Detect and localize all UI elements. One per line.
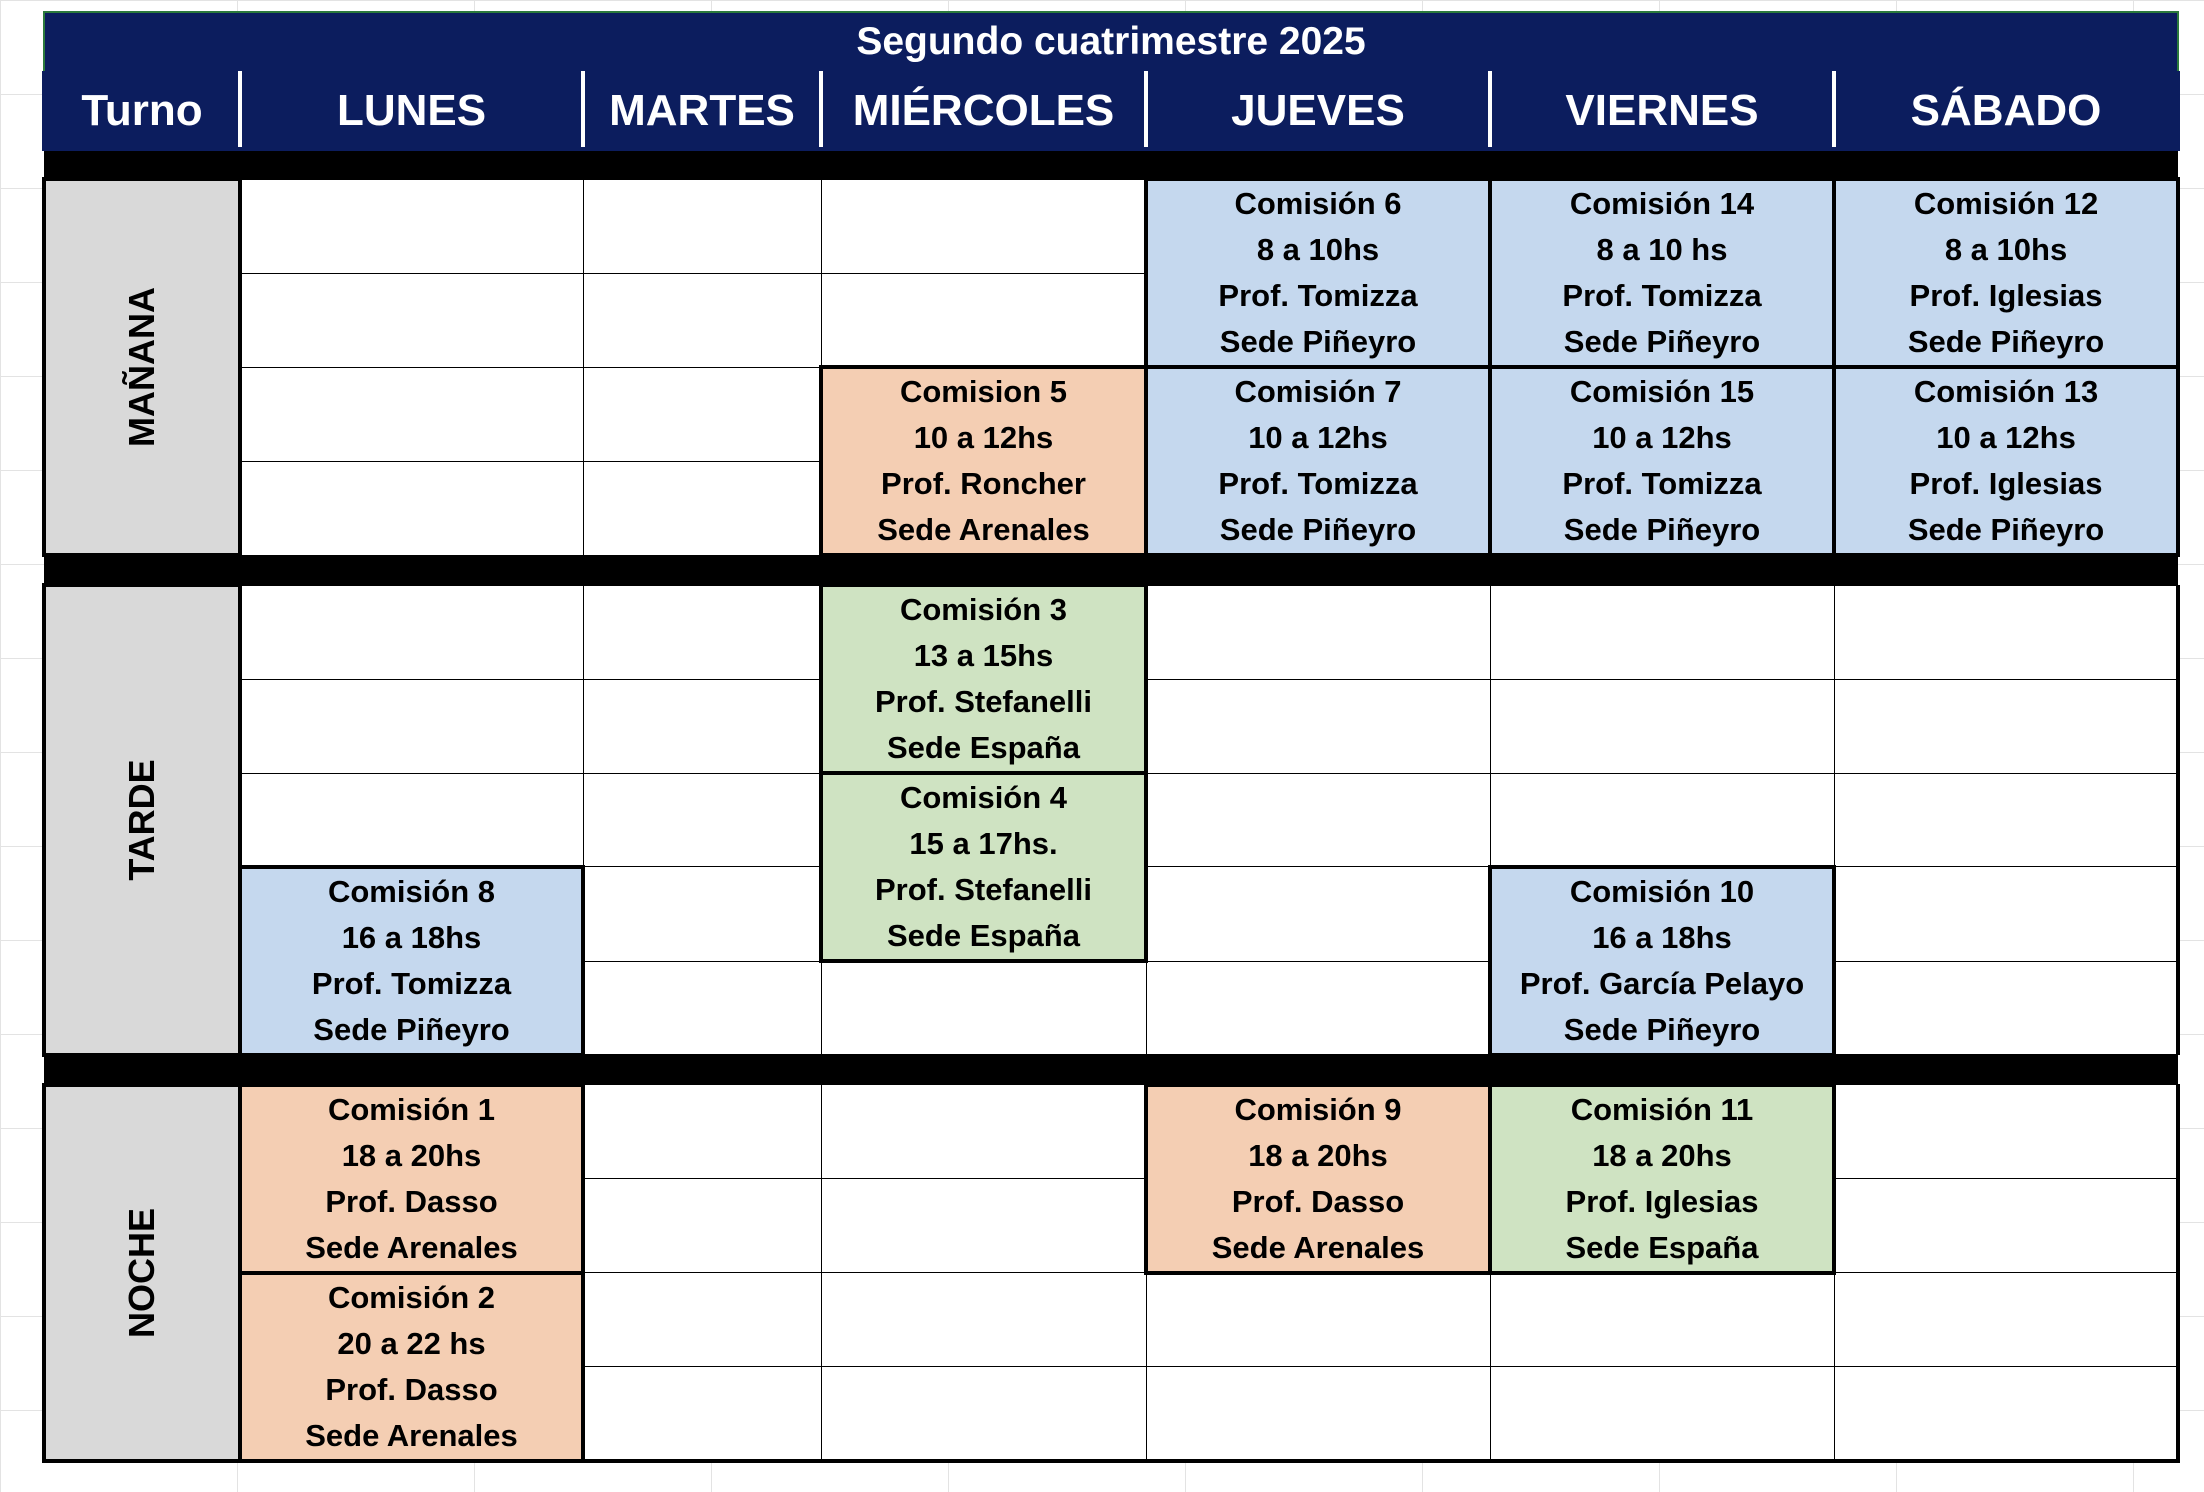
cell-empty[interactable] <box>583 1367 821 1461</box>
cell-empty[interactable] <box>821 1273 1146 1367</box>
header-sabado[interactable]: SÁBADO <box>1834 73 2178 149</box>
cell-empty[interactable] <box>1146 585 1490 679</box>
cell-empty[interactable] <box>1834 961 2178 1055</box>
header-miercoles[interactable]: MIÉRCOLES <box>821 73 1146 149</box>
turno-manana[interactable]: MAÑANA <box>44 179 240 555</box>
cell-empty[interactable] <box>1146 773 1490 867</box>
cell-empty[interactable] <box>240 273 583 367</box>
cell-empty[interactable] <box>1146 1367 1490 1461</box>
comision-15[interactable]: Comisión 15 10 a 12hs Prof. Tomizza Sede Piñeyro <box>1490 367 1834 555</box>
comision-3[interactable]: Comisión 3 13 a 15hs Prof. Stefanelli Sede España <box>821 585 1146 773</box>
cell-empty[interactable] <box>1834 1179 2178 1273</box>
cell-empty[interactable] <box>1490 585 1834 679</box>
cell-empty[interactable] <box>583 1085 821 1179</box>
cell-empty[interactable] <box>583 273 821 367</box>
cell-empty[interactable] <box>583 461 821 555</box>
cell-empty[interactable] <box>240 773 583 867</box>
cell-empty[interactable] <box>240 585 583 679</box>
cell-empty[interactable] <box>1834 679 2178 773</box>
cell-empty[interactable] <box>583 867 821 962</box>
cell-empty[interactable] <box>821 1367 1146 1461</box>
cell-empty[interactable] <box>1146 1273 1490 1367</box>
cell-empty[interactable] <box>821 179 1146 273</box>
separator-bar <box>44 555 2178 585</box>
comision-12[interactable]: Comisión 12 8 a 10hs Prof. Iglesias Sede Piñeyro <box>1834 179 2178 367</box>
comision-7[interactable]: Comisión 7 10 a 12hs Prof. Tomizza Sede Piñeyro <box>1146 367 1490 555</box>
cell-empty[interactable] <box>583 773 821 867</box>
cell-empty[interactable] <box>821 273 1146 367</box>
cell-empty[interactable] <box>583 679 821 773</box>
cell-empty[interactable] <box>1146 961 1490 1055</box>
cell-empty[interactable] <box>1834 1273 2178 1367</box>
cell-empty[interactable] <box>821 1179 1146 1273</box>
cell-empty[interactable] <box>1834 585 2178 679</box>
comision-11[interactable]: Comisión 11 18 a 20hs Prof. Iglesias Sede España <box>1490 1085 1834 1273</box>
cell-empty[interactable] <box>240 367 583 461</box>
comision-9[interactable]: Comisión 9 18 a 20hs Prof. Dasso Sede Arenales <box>1146 1085 1490 1273</box>
header-row <box>44 73 2178 149</box>
comision-14[interactable]: Comisión 14 8 a 10 hs Prof. Tomizza Sede Piñeyro <box>1490 179 1834 367</box>
comision-10[interactable]: Comisión 10 16 a 18hs Prof. García Pelayo Sede Piñeyro <box>1490 867 1834 1055</box>
comision-13[interactable]: Comisión 13 10 a 12hs Prof. Iglesias Sede Piñeyro <box>1834 367 2178 555</box>
cell-empty[interactable] <box>1146 867 1490 962</box>
cell-empty[interactable] <box>240 461 583 555</box>
separator-bar <box>44 149 2178 179</box>
cell-empty[interactable] <box>1834 1085 2178 1179</box>
comision-6[interactable]: Comisión 6 8 a 10hs Prof. Tomizza Sede Piñeyro <box>1146 179 1490 367</box>
cell-empty[interactable] <box>583 367 821 461</box>
comision-1[interactable]: Comisión 1 18 a 20hs Prof. Dasso Sede Arenales <box>240 1085 583 1273</box>
cell-empty[interactable] <box>240 679 583 773</box>
comision-2[interactable]: Comisión 2 20 a 22 hs Prof. Dasso Sede Arenales <box>240 1273 583 1461</box>
cell-empty[interactable] <box>583 1179 821 1273</box>
turno-noche[interactable]: NOCHE <box>44 1085 240 1461</box>
cell-empty[interactable] <box>1490 1273 1834 1367</box>
cell-empty[interactable] <box>583 961 821 1055</box>
header-viernes[interactable]: VIERNES <box>1490 73 1834 149</box>
turno-tarde[interactable]: TARDE <box>44 585 240 1055</box>
cell-empty[interactable] <box>1490 1367 1834 1461</box>
header-martes[interactable]: MARTES <box>583 73 821 149</box>
schedule-title[interactable]: Segundo cuatrimestre 2025 <box>44 12 2178 73</box>
cell-empty[interactable] <box>583 1273 821 1367</box>
cell-empty[interactable] <box>1490 773 1834 867</box>
comision-8[interactable]: Comisión 8 16 a 18hs Prof. Tomizza Sede Piñeyro <box>240 867 583 1055</box>
cell-empty[interactable] <box>240 179 583 273</box>
cell-empty[interactable] <box>821 1085 1146 1179</box>
cell-empty[interactable] <box>1834 1367 2178 1461</box>
header-lunes[interactable]: LUNES <box>240 73 583 149</box>
cell-empty[interactable] <box>583 179 821 273</box>
header-jueves[interactable]: JUEVES <box>1146 73 1490 149</box>
cell-empty[interactable] <box>583 585 821 679</box>
cell-empty[interactable] <box>1490 679 1834 773</box>
header-turno[interactable]: Turno <box>44 73 240 149</box>
comision-4[interactable]: Comisión 4 15 a 17hs. Prof. Stefanelli Sede España <box>821 773 1146 961</box>
separator-bar <box>44 1055 2178 1085</box>
comision-5[interactable]: Comision 5 10 a 12hs Prof. Roncher Sede Arenales <box>821 367 1146 555</box>
cell-empty[interactable] <box>1834 867 2178 962</box>
schedule-table <box>42 11 2180 1463</box>
cell-empty[interactable] <box>1146 679 1490 773</box>
cell-empty[interactable] <box>1834 773 2178 867</box>
cell-empty[interactable] <box>821 961 1146 1055</box>
